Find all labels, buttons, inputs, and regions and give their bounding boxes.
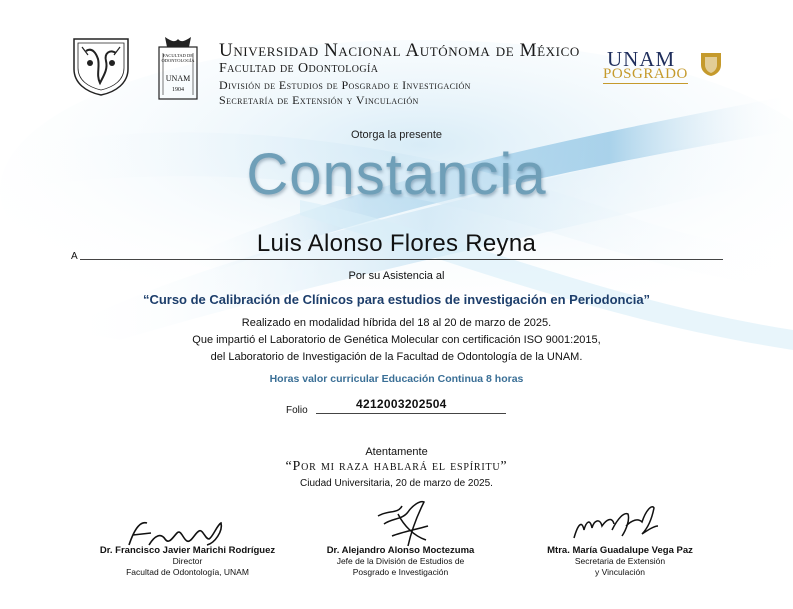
signatory-name: Dr. Francisco Javier Marichi Rodríguez [99,545,276,556]
signatory-role: Facultad de Odontología, UNAM [126,567,249,577]
unam-crest-icon [699,51,723,77]
faculty-seal-unam: UNAM [165,74,191,83]
division-name: División de Estudios de Posgrado e Investigación [219,78,471,92]
signatory-name: Mtra. María Guadalupe Vega Paz [547,545,693,556]
recipient-name: Luis Alonso Flores Reyna [256,230,537,257]
faculty-seal-year: 1904 [172,87,184,93]
signatory-name: Dr. Alejandro Alonso Moctezuma [326,545,475,556]
signature-2-icon [368,496,438,552]
faculty-name: Facultad de Odontología [219,61,379,76]
reason-text: Por su Asistencia al [348,270,445,282]
certificate-title: Constancia [246,142,547,207]
posgrado-text: POSGRADO [603,66,688,82]
recipient-line [80,259,723,260]
folio-number: 4212003202504 [356,397,447,411]
detail-line-2: Que impartió el Laboratorio de Genética Molecular con certificación ISO 9001:2015, [192,334,601,346]
intro-text: Otorga la presente [350,129,443,141]
detail-line-3: del Laboratorio de Investigación de la Facultad de Odontología de la UNAM. [210,351,583,363]
closing-text: Atentamente [365,446,428,458]
folio-line [316,413,506,414]
folio-label: Folio [286,405,308,416]
place-date: Ciudad Universitaria, 20 de marzo de 2025. [300,478,493,489]
signatory-role: Jefe de la División de Estudios de [336,556,465,566]
faculty-seal-top: FACULTAD DE ODONTOLOGÍA [161,53,195,63]
faculty-seal [145,35,211,101]
signature-block-2 [303,545,498,578]
signature-block-1 [80,545,295,578]
signature-block-3 [520,545,720,578]
course-title: “Curso de Calibración de Clínicos para estudios de investigación en Periodoncia” [142,292,651,307]
to-label: A [71,251,78,262]
posgrado-unam-text: UNAM [607,47,676,71]
university-name: Universidad Nacional Autónoma de México [219,40,580,61]
signatory-role: Posgrado e Investigación [352,567,449,577]
motto-text: “Por mi raza hablará el espíritu” [285,459,508,474]
posgrado-logo [603,47,728,87]
signature-3-icon [568,500,664,548]
hours-text: Horas valor curricular Educación Continua 8 horas [269,373,524,385]
header-block [219,41,580,108]
unam-seal-icon [70,35,132,97]
secretariat-name: Secretaría de Extensión y Vinculación [219,93,419,107]
detail-line-1: Realizado en modalidad híbrida del 18 al 20 de marzo de 2025. [241,317,552,329]
signatory-role: Secretaria de Extensión [574,556,666,566]
signatory-role: Director [172,556,203,566]
signatory-role: y Vinculación [595,567,645,577]
